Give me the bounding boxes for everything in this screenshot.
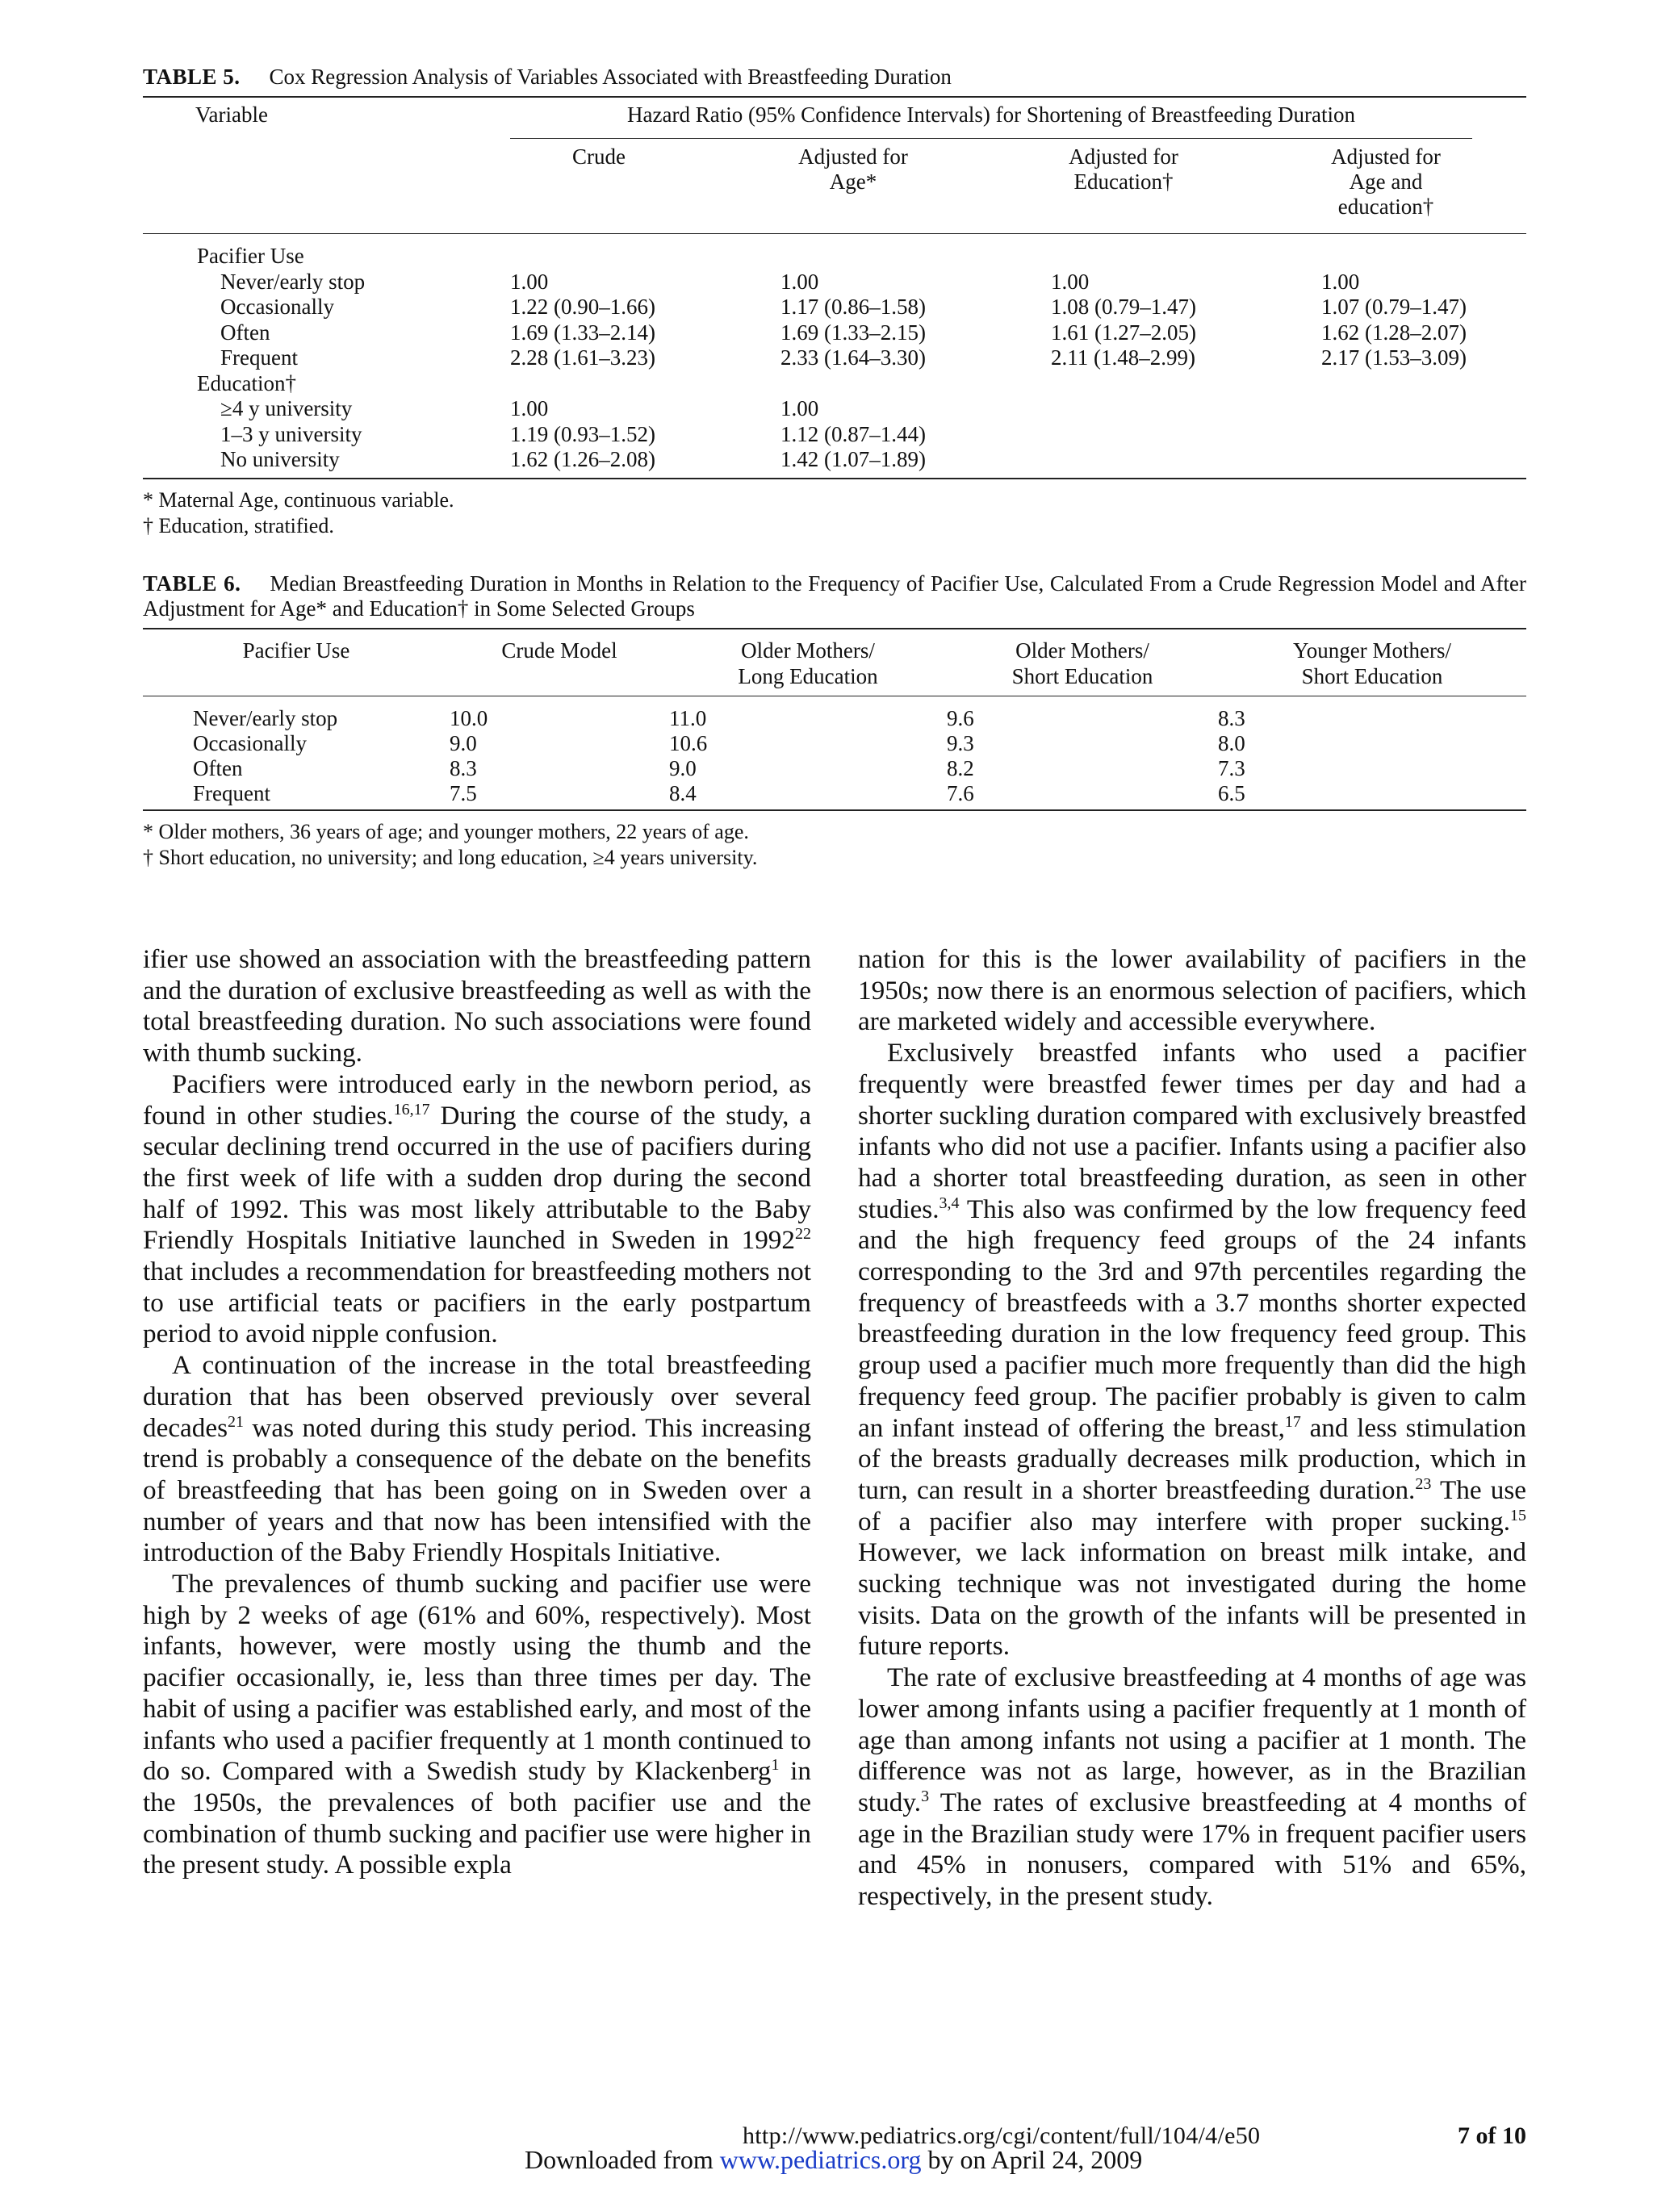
paragraph [143, 1569, 811, 1881]
table5-col-ageedu-line3: education† [1337, 194, 1434, 219]
table5-row-label: Frequent [220, 345, 298, 370]
table5-cell-age: 1.00 [780, 396, 819, 420]
table5-cell-education [1051, 244, 1321, 270]
table6-title: Median Breastfeeding Duration in Months in Relation to the Frequency of Pacifier Use, Calculated From a Crude Regression Model and After Adjustment for Age* and Education† in Some Selected Groups [143, 571, 1527, 621]
table6-cell: 8.3 [1218, 705, 1245, 730]
page [143, 65, 1526, 871]
table5-cell-age-education: 1.07 (0.79–1.47) [1321, 295, 1467, 319]
table5-header-rule [143, 233, 1526, 234]
table5-col-crude: Crude [572, 144, 626, 169]
table6 [143, 571, 1526, 871]
citation-ref: 3 [921, 1787, 930, 1805]
table6-cell: 7.3 [1218, 755, 1245, 780]
text-run: The rate of exclusive breastfeeding at 4 months of age was lower among infants using a pacifier frequently at 1 month of age than among infants not using a pacifier at 1 month. The difference was not as large, however, as in the Brazilian study. [858, 1662, 1526, 1817]
table5-cell-crude: 1.62 (1.26–2.08) [510, 447, 655, 471]
table6-col-header-line: Pacifier Use [242, 638, 350, 663]
table6-cell: 9.0 [669, 755, 697, 780]
table6-cell: 9.0 [450, 730, 477, 755]
download-link[interactable]: www.pediatrics.org [719, 2145, 922, 2174]
text-run: Exclusively breastfed infants who used a pacifier frequently were breastfed fewer times per day and had a shorter suckling duration compared with exclusively breastfed infants who did not use a pacifier. Infants using a pacifier also had a shorter total breastfeeding duration, as seen in other studies. [858, 1038, 1526, 1224]
table5-cell-age-education [1321, 422, 1526, 448]
table6-footnotes [143, 819, 1526, 871]
table6-row-label: Occasionally [193, 730, 307, 755]
paragraph [858, 944, 1526, 1038]
citation-ref: 17 [1284, 1412, 1301, 1431]
table5-cell-age: 2.33 (1.64–3.30) [780, 345, 926, 370]
table5-cell-age-education [1321, 396, 1526, 422]
table5-footnote: † Education, stratified. [143, 513, 334, 537]
table5-row-label: Pacifier Use [197, 244, 304, 268]
table5-footnotes [143, 487, 1526, 539]
text-run: that includes a recommendation for breastfeeding mothers not to use artificial teats or pacifiers in the early postpartum period to avoid nipple confusion. [143, 1257, 811, 1349]
table6-cell: 10.6 [669, 730, 708, 755]
table5-cell-age: 1.12 (0.87–1.44) [780, 421, 926, 446]
table5-row [143, 422, 1526, 448]
table5-cell-crude: 1.00 [510, 396, 549, 420]
table5-cell-age-education: 2.17 (1.53–3.09) [1321, 345, 1467, 370]
table6-cell: 10.0 [450, 705, 488, 730]
table6-col-header-line: Younger Mothers/ [1292, 638, 1451, 663]
table6-cell: 11.0 [669, 705, 707, 730]
citation-ref: 22 [795, 1225, 811, 1244]
paragraph [858, 1038, 1526, 1662]
table6-row [143, 781, 1526, 806]
table6-row-label: Never/early stop [193, 705, 338, 730]
table5-cell-age: 1.00 [780, 269, 819, 294]
table5-row-label: ≥4 y university [220, 396, 353, 420]
table5-col-education [1035, 144, 1212, 194]
paragraph [143, 944, 811, 1069]
table5-cell-crude: 2.28 (1.61–3.23) [510, 345, 655, 370]
left-column [143, 944, 811, 1881]
table5-cell-age: 1.42 (1.07–1.89) [780, 447, 926, 471]
citation-ref: 15 [1510, 1506, 1526, 1524]
table5-row [143, 320, 1526, 346]
table6-row [143, 731, 1526, 756]
table5-cell-crude: 1.69 (1.33–2.14) [510, 320, 655, 345]
table5-cell-education: 1.00 [1051, 269, 1090, 294]
text-run: The use of a pacifier also may interfere with proper sucking. [858, 1474, 1526, 1537]
table5-cell-education [1051, 447, 1321, 473]
table5-row [143, 371, 1526, 397]
paragraph [858, 1662, 1526, 1913]
table5-cell-crude: 1.00 [510, 269, 549, 294]
table5-col-edu-line1: Adjusted for [1069, 144, 1178, 169]
table6-cell: 7.5 [450, 780, 477, 805]
table5-row [143, 447, 1526, 473]
table5-row-label: Never/early stop [220, 269, 366, 294]
text-run: During the course of the study, a secular declining trend occurred in the use of pacifiers during the first week of life with a sudden drop during the second half of 1992. This was most likely attributable to the Baby Friendly Hospitals Initiative launched in Sweden in 1992 [143, 1100, 811, 1256]
table5-title: Cox Regression Analysis of Variables Associated with Breastfeeding Duration [269, 65, 952, 89]
table6-table [143, 629, 1526, 696]
table5-row-label: 1–3 y university [220, 421, 362, 446]
table5-cell-education: 1.61 (1.27–2.05) [1051, 320, 1196, 345]
paragraph [143, 1069, 811, 1350]
table5-cell-age [780, 371, 1051, 397]
table6-col-header [450, 629, 669, 696]
table5-body [143, 244, 1526, 473]
table5-footnote: * Maternal Age, continuous variable. [143, 487, 454, 512]
table6-col-header-line: Crude Model [501, 638, 617, 663]
table6-col-header [1218, 629, 1526, 696]
table5-col-age-line2: Age* [829, 169, 877, 194]
table6-cell: 9.3 [947, 730, 974, 755]
table5-col-age-education [1297, 144, 1475, 220]
table6-col-header-line: Long Education [738, 663, 878, 688]
table6-cell: 8.2 [947, 755, 974, 780]
table6-cell: 8.4 [669, 780, 697, 805]
table5-cell-education [1051, 371, 1321, 397]
table5-cell-crude [510, 244, 780, 270]
table6-label: TABLE 6. [143, 571, 241, 596]
download-suffix: by on April 24, 2009 [921, 2145, 1143, 2174]
table6-cell: 8.0 [1218, 730, 1245, 755]
table5-row-label: Education† [197, 370, 296, 395]
table6-body [143, 706, 1526, 806]
citation-ref: 16,17 [393, 1100, 430, 1119]
table5-cell-crude: 1.19 (0.93–1.52) [510, 421, 655, 446]
text-run: The prevalences of thumb sucking and pacifier use were high by 2 weeks of age (61% and 60%, respectively). Most infants, however, were mostly using the thumb and the pacifier occasionally, ie, less than three times per day. The habit of using a pacifier was established early, and most of the infants who used a pacifier frequently at 1 month continued to do so. Compared with a Swedish study by Klackenberg [143, 1569, 811, 1787]
table5-cell-age: 1.69 (1.33–2.15) [780, 320, 926, 345]
text-run: The rates of exclusive breastfeeding at 4 months of age in the Brazilian study were 17% in frequent pacifier users and 45% in nonusers, compared with 51% and 65%, respectively, in the present study. [858, 1787, 1526, 1912]
table5-cell-age-education [1321, 371, 1526, 397]
text-run: in the 1950s, the prevalences of both pacifier use and the combination of thumb sucking and pacifier use were higher in the present study. A possible expla [143, 1756, 811, 1880]
table5 [143, 65, 1526, 539]
citation-ref: 23 [1415, 1474, 1432, 1493]
table5-cell-education [1051, 422, 1321, 448]
citation-ref: 3,4 [939, 1194, 960, 1212]
table5-row-label: No university [220, 447, 340, 471]
table5-cell-crude: 1.22 (0.90–1.66) [510, 295, 655, 319]
table6-col-header-line: Older Mothers/ [1015, 638, 1149, 663]
table5-row [143, 295, 1526, 320]
table6-cell: 9.6 [947, 705, 974, 730]
table5-cell-age: 1.17 (0.86–1.58) [780, 295, 926, 319]
citation-ref: 21 [228, 1412, 245, 1431]
table6-row [143, 756, 1526, 781]
table6-footnote: † Short education, no university; and long education, ≥4 years university. [143, 845, 758, 869]
table5-row-label: Often [220, 320, 270, 345]
table6-cell: 8.3 [450, 755, 477, 780]
table5-col-edu-line2: Education† [1073, 169, 1174, 194]
table6-col-header [143, 629, 450, 696]
table5-cell-education: 1.08 (0.79–1.47) [1051, 295, 1196, 319]
citation-ref: 1 [771, 1756, 780, 1775]
text-run: A continuation of the increase in the total breastfeeding duration that has been observed previously over several decades [143, 1350, 811, 1443]
table5-row [143, 244, 1526, 270]
right-column [858, 944, 1526, 1913]
table5-row [143, 345, 1526, 371]
table5-cell-crude [510, 371, 780, 397]
table5-header [143, 98, 1526, 233]
table6-col-header [947, 629, 1218, 696]
table5-col-ageedu-line1: Adjusted for [1331, 144, 1441, 169]
text-run: Pacifiers were introduced early in the newborn period, as found in other studies. [143, 1068, 811, 1131]
table5-cell-age [780, 244, 1051, 270]
table5-row [143, 270, 1526, 295]
download-notice [525, 2145, 1142, 2175]
table6-col-header-line: Older Mothers/ [741, 638, 875, 663]
table5-col-variable: Variable [195, 102, 268, 127]
table5-spanner-rule [510, 138, 1472, 139]
table5-cell-age-education [1321, 244, 1526, 270]
table6-col-header-line: Short Education [1011, 663, 1153, 688]
table5-cell-education [1051, 396, 1321, 422]
text-run: and less stimulation of the breasts gradually decreases milk production, which in turn, can result in a shorter breastfeeding duration. [858, 1412, 1526, 1505]
table6-col-header [669, 629, 947, 696]
paragraph [143, 1350, 811, 1569]
table5-row-label: Occasionally [220, 295, 334, 319]
table5-cell-education: 2.11 (1.48–2.99) [1051, 345, 1195, 370]
table6-col-header-line: Short Education [1301, 663, 1443, 688]
page-number: 7 of 10 [1458, 2122, 1526, 2149]
footer-url: http://www.pediatrics.org/cgi/content/full/104/4/e50 [743, 2122, 1261, 2149]
download-prefix: Downloaded from [525, 2145, 720, 2174]
text-run: nation for this is the lower availability of pacifiers in the 1950s; now there is an enormous selection of pacifiers, which are marketed widely and accessible everywhere. [858, 944, 1526, 1037]
table5-col-age-line1: Adjusted for [798, 144, 908, 169]
table6-footnote: * Older mothers, 36 years of age; and younger mothers, 22 years of age. [143, 819, 749, 843]
text-run: However, we lack information on breast milk intake, and sucking technique was not investigated during the home visits. Data on the growth of the infants will be presented in future reports. [858, 1537, 1526, 1662]
text-run: This also was confirmed by the low frequency feed and the high frequency feed groups of the 24 infants corresponding to the 3rd and 97th percentiles regarding the frequency of breastfeeds with a 3.7 months shorter expected breastfeeding duration in the low frequency feed group. This group used a pacifier much more frequently than did the high frequency feed group. The pacifier probably is given to calm an infant instead of offering the breast, [858, 1194, 1526, 1443]
table6-row-label: Frequent [193, 780, 270, 805]
table5-row [143, 396, 1526, 422]
text-run: was noted during this study period. This increasing trend is probably a consequence of the debate on the benefits of breastfeeding that has been going on in Sweden over a number of years and that now has been intensified with the introduction of the Baby Friendly Hospitals Initiative. [143, 1412, 811, 1568]
table5-cell-age-education: 1.62 (1.28–2.07) [1321, 320, 1467, 345]
table5-col-ageedu-line2: Age and [1349, 169, 1423, 194]
table5-col-age [764, 144, 942, 194]
table6-cell: 7.6 [947, 780, 974, 805]
text-run: ifier use showed an association with the breastfeeding pattern and the duration of exclusive breastfeeding as well as with the total breastfeeding duration. No such associations were found with thumb sucking. [143, 944, 811, 1068]
table5-spanner: Hazard Ratio (95% Confidence Intervals) for Shortening of Breastfeeding Duration [627, 102, 1355, 127]
table6-row-label: Often [193, 755, 243, 780]
table5-label: TABLE 5. [143, 65, 241, 89]
table6-caption [143, 571, 1526, 621]
table5-bottom-rule [143, 478, 1526, 479]
table6-cell: 6.5 [1218, 780, 1245, 805]
table5-cell-age-education [1321, 447, 1526, 473]
table5-caption [143, 65, 1526, 90]
table5-cell-age-education: 1.00 [1321, 269, 1360, 294]
table6-row [143, 706, 1526, 731]
table6-bottom-rule [143, 809, 1526, 811]
